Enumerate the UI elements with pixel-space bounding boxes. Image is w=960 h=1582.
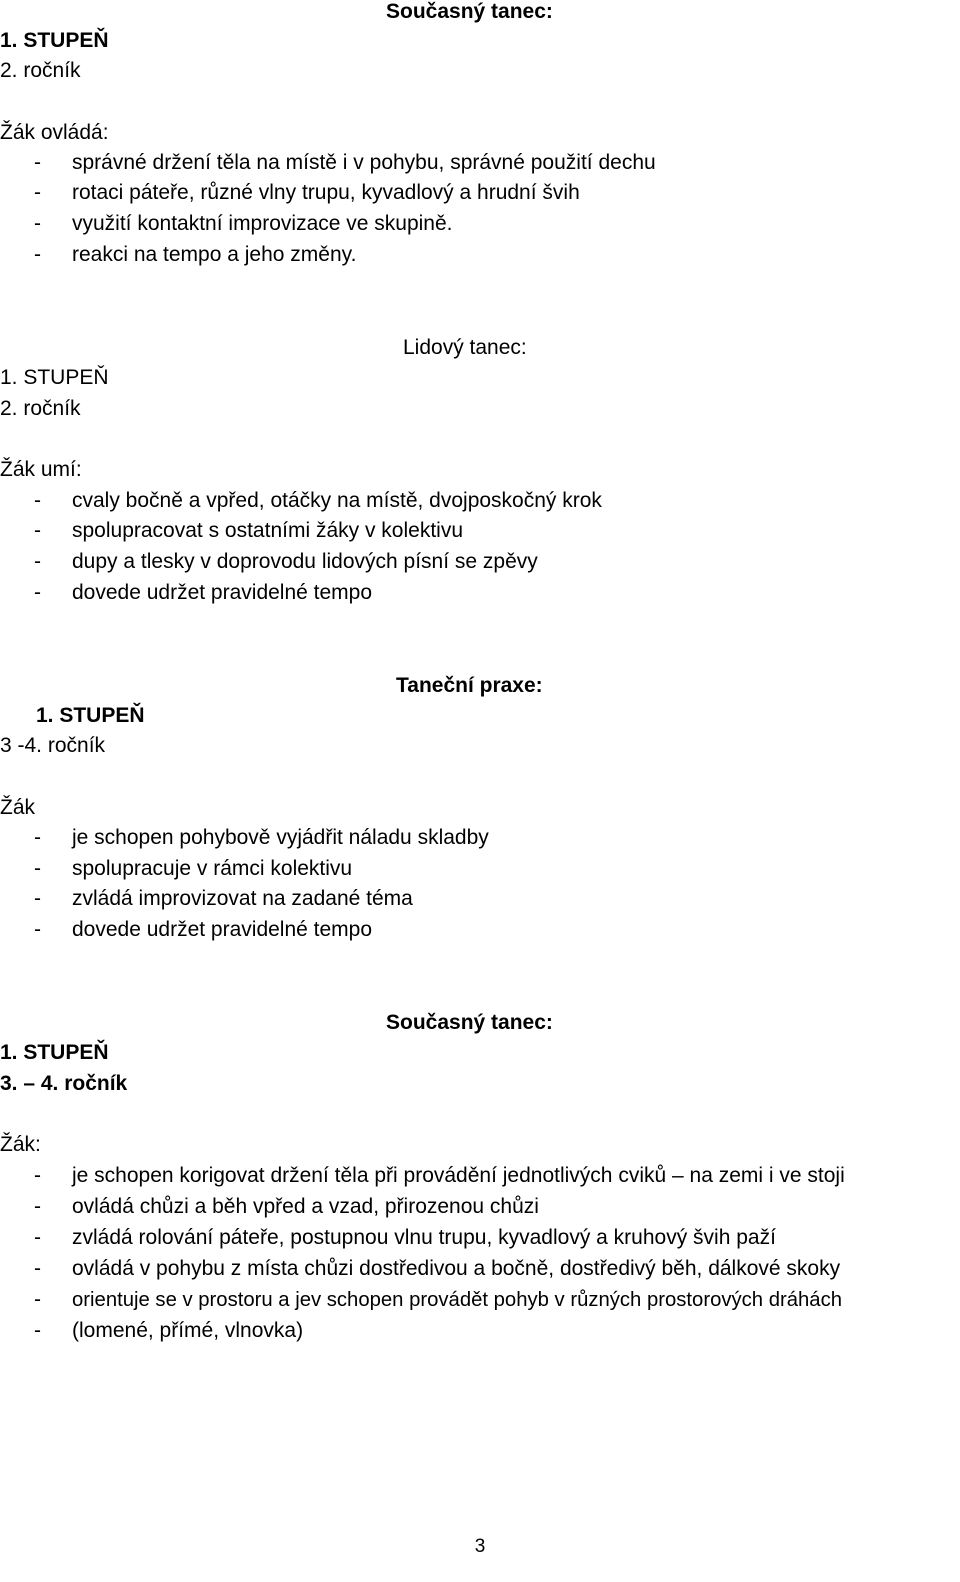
level-label: 1. STUPEŇ (0, 366, 109, 389)
list-item-text: je schopen korigovat držení těla při provádění jednotlivých cviků – na zemi i ve stoji (72, 1164, 845, 1187)
list-item (0, 825, 960, 851)
bullet-dash: - (34, 212, 41, 235)
bullet-dash: - (34, 1164, 41, 1187)
level-label: 1. STUPEŇ (36, 704, 145, 727)
list-item (0, 1163, 960, 1189)
intro-text: Žák (0, 796, 36, 819)
page-number: 3 (474, 1536, 486, 1557)
section-title: Současný tanec: (386, 1011, 553, 1034)
section-title: Taneční praxe: (396, 674, 543, 697)
list-item-text: dovede udržet pravidelné tempo (72, 918, 373, 941)
bullet-dash: - (34, 1226, 41, 1249)
grade-label: 3. – 4. ročník (0, 1072, 128, 1095)
list-item-text: dovede udržet pravidelné tempo (72, 581, 373, 604)
list-item-text: rotaci páteře, různé vlny trupu, kyvadlový a hrudní švih (72, 181, 580, 204)
list-item-text: spolupracuje v rámci kolektivu (72, 857, 353, 880)
grade-label: 2. ročník (0, 397, 81, 420)
list-item (0, 580, 960, 606)
list-item (0, 1287, 960, 1313)
bullet-dash: - (34, 1319, 41, 1342)
intro-text: Žák umí: (0, 458, 82, 481)
list-item (0, 180, 960, 206)
list-item (0, 1225, 960, 1251)
list-item-text: správné držení těla na místě i v pohybu, správné použití dechu (72, 151, 656, 174)
list-item-text: je schopen pohybově vyjádřit náladu skladby (72, 826, 489, 849)
bullet-dash: - (34, 857, 41, 880)
bullet-dash: - (34, 489, 41, 512)
list-item (0, 488, 960, 514)
intro-text: Žák ovládá: (0, 121, 109, 144)
bullet-dash: - (34, 1195, 41, 1218)
list-item-text: využití kontaktní improvizace ve skupině. (72, 212, 453, 235)
list-item (0, 1194, 960, 1220)
bullet-dash: - (34, 1288, 41, 1311)
section-title: Lidový tanec: (403, 336, 527, 359)
section-title: Současný tanec: (386, 0, 553, 23)
bullet-dash: - (34, 550, 41, 573)
bullet-dash: - (34, 918, 41, 941)
grade-label: 3 -4. ročník (0, 734, 106, 757)
bullet-dash: - (34, 243, 41, 266)
list-item (0, 518, 960, 544)
list-item-text: spolupracovat s ostatními žáky v kolektivu (72, 519, 464, 542)
bullet-dash: - (34, 1257, 41, 1280)
level-label: 1. STUPEŇ (0, 29, 109, 52)
bullet-dash: - (34, 581, 41, 604)
list-item-text: orientuje se v prostoru a jev schopen provádět pohyb v různých prostorových dráhách (72, 1289, 842, 1311)
list-item (0, 242, 960, 268)
list-item (0, 886, 960, 912)
list-item (0, 549, 960, 575)
list-item-text: zvládá improvizovat na zadané téma (72, 887, 413, 910)
list-item-text: ovládá chůzi a běh vpřed a vzad, přirozenou chůzi (72, 1195, 539, 1218)
list-item (0, 1256, 960, 1282)
list-item-text: cvaly bočně a vpřed, otáčky na místě, dvojposkočný krok (72, 489, 602, 512)
intro-text: Žák: (0, 1133, 41, 1156)
bullet-dash: - (34, 826, 41, 849)
list-item (0, 150, 960, 176)
list-item (0, 917, 960, 943)
list-item-text: zvládá rolování páteře, postupnou vlnu trupu, kyvadlový a kruhový švih paží (72, 1226, 776, 1249)
list-item-text: reakci na tempo a jeho změny. (72, 243, 357, 266)
list-item (0, 1318, 960, 1344)
list-item (0, 856, 960, 882)
list-item (0, 211, 960, 237)
level-label: 1. STUPEŇ (0, 1041, 109, 1064)
bullet-dash: - (34, 151, 41, 174)
list-item-text: ovládá v pohybu z místa chůzi dostředivou a bočně, dostředivý běh, dálkové skoky (72, 1257, 841, 1280)
bullet-dash: - (34, 519, 41, 542)
grade-label: 2. ročník (0, 59, 81, 82)
list-item-text: (lomené, přímé, vlnovka) (72, 1319, 304, 1342)
bullet-dash: - (34, 887, 41, 910)
bullet-dash: - (34, 181, 41, 204)
list-item-text: dupy a tlesky v doprovodu lidových písní se zpěvy (72, 550, 538, 573)
